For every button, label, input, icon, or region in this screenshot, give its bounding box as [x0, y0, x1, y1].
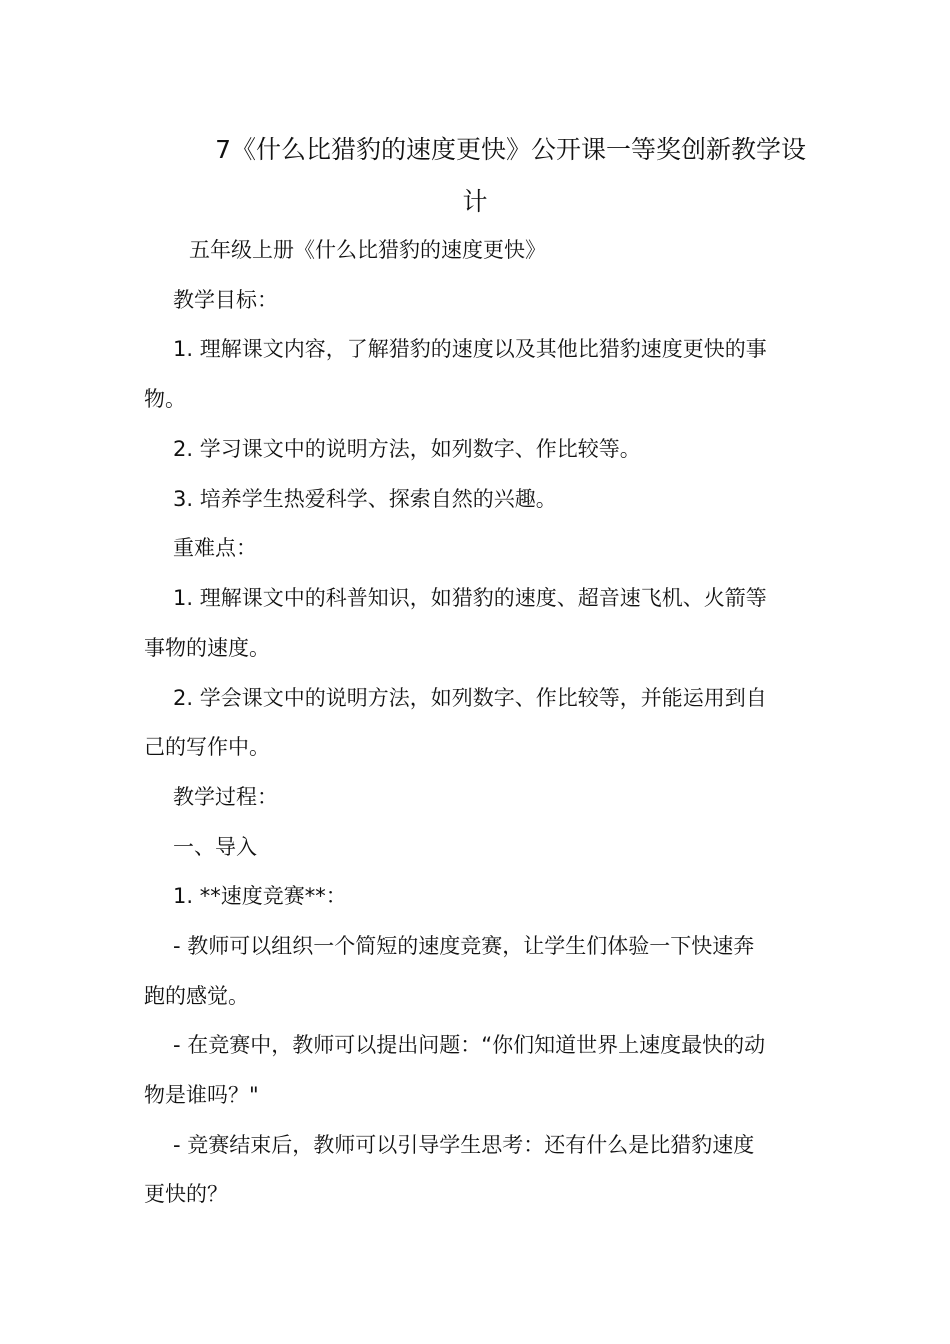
- goal-3: 3. 培养学生热爱科学、探索自然的兴趣。: [173, 487, 557, 511]
- key-point-2-line-2: 己的写作中。: [144, 735, 270, 759]
- section-1-heading: 一、导入: [173, 835, 257, 859]
- key-point-2-line-1: 2. 学会课文中的说明方法，如列数字、作比较等，并能运用到自: [173, 686, 767, 710]
- bullet-2-line-2: 物是谁吗？": [144, 1083, 259, 1107]
- bullet-3-line-2: 更快的？: [144, 1182, 228, 1206]
- item-1: 1. **速度竞赛**：: [173, 884, 347, 908]
- process-heading: 教学过程：: [173, 785, 278, 809]
- key-point-1-line-2: 事物的速度。: [144, 636, 270, 660]
- goals-heading: 教学目标：: [173, 288, 278, 312]
- key-points-heading: 重难点：: [173, 536, 257, 560]
- bullet-3-line-1: - 竞赛结束后，教师可以引导学生思考：还有什么是比猎豹速度: [173, 1133, 755, 1157]
- key-point-1-line-1: 1. 理解课文中的科普知识，如猎豹的速度、超音速飞机、火箭等: [173, 586, 767, 610]
- document-title-line-2: 计: [462, 187, 488, 216]
- subtitle: 五年级上册《什么比猎豹的速度更快》: [189, 238, 546, 262]
- goal-1-line-2: 物。: [144, 387, 186, 411]
- bullet-2-line-1: - 在竞赛中，教师可以提出问题：“你们知道世界上速度最快的动: [173, 1033, 766, 1057]
- goal-2: 2. 学习课文中的说明方法，如列数字、作比较等。: [173, 437, 641, 461]
- document-title-line-1: 7《什么比猎豹的速度更快》公开课一等奖创新教学设: [215, 135, 806, 164]
- bullet-1-line-1: - 教师可以组织一个简短的速度竞赛，让学生们体验一下快速奔: [173, 934, 755, 958]
- bullet-1-line-2: 跑的感觉。: [144, 984, 249, 1008]
- goal-1-line-1: 1. 理解课文内容，了解猎豹的速度以及其他比猎豹速度更快的事: [173, 337, 767, 361]
